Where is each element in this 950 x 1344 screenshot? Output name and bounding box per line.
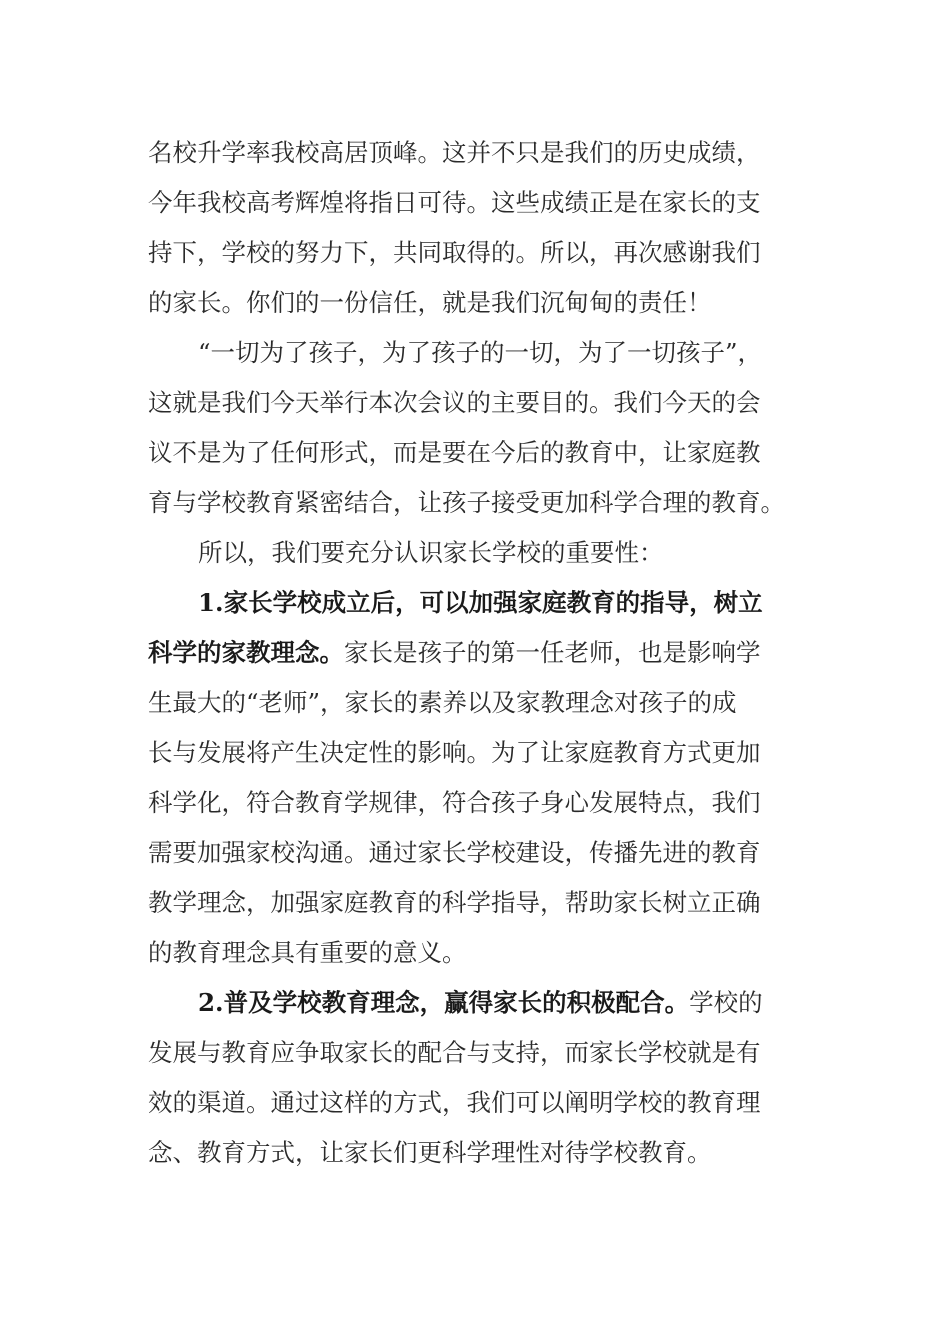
text-line [148, 928, 788, 978]
body-text: 家长是孩子的第一任老师，也是影响学 [344, 638, 761, 667]
bold-heading-text: 2.普及学校教育理念，赢得家长的积极配合。 [198, 988, 690, 1017]
body-text: 这就是我们今天举行本次会议的主要目的。我们今天的会 [148, 388, 761, 417]
body-text: 需要加强家校沟通。通过家长学校建设，传播先进的教育 [148, 838, 761, 867]
text-line [148, 1128, 788, 1178]
text-line [148, 728, 788, 778]
body-text: 效的渠道。通过这样的方式，我们可以阐明学校的教育理 [148, 1088, 761, 1117]
text-line [148, 678, 788, 728]
bold-heading-text: 科学的家教理念。 [148, 638, 344, 667]
text-line [148, 528, 788, 578]
text-line [148, 1078, 788, 1128]
body-text: 的教育理念具有重要的意义。 [148, 938, 467, 967]
text-line [148, 278, 788, 328]
text-line [148, 1028, 788, 1078]
text-line [148, 978, 788, 1028]
text-line [148, 478, 788, 528]
bold-heading-text: 1.家长学校成立后，可以加强家庭教育的指导，树立 [198, 588, 763, 617]
text-line [148, 328, 788, 378]
body-text: 的家长。你们的一份信任，就是我们沉甸甸的责任！ [148, 288, 712, 317]
body-text: “一切为了孩子，为了孩子的一切，为了一切孩子”， [198, 338, 763, 367]
text-line [148, 128, 788, 178]
text-line [148, 228, 788, 278]
body-text: 生最大的“老师”，家长的素养以及家教理念对孩子的成 [148, 688, 737, 717]
body-text: 长与发展将产生决定性的影响。为了让家庭教育方式更加 [148, 738, 761, 767]
text-line [148, 578, 788, 628]
text-line [148, 828, 788, 878]
body-text: 所以，我们要充分认识家长学校的重要性： [198, 538, 664, 567]
body-text: 教学理念，加强家庭教育的科学指导，帮助家长树立正确 [148, 888, 761, 917]
body-text: 议不是为了任何形式，而是要在今后的教育中，让家庭教 [148, 438, 761, 467]
text-line [148, 878, 788, 928]
body-text: 育与学校教育紧密结合，让孩子接受更加科学合理的教育。 [148, 488, 785, 517]
text-line [148, 628, 788, 678]
text-line [148, 378, 788, 428]
body-text: 科学化，符合教育学规律，符合孩子身心发展特点，我们 [148, 788, 761, 817]
text-line [148, 778, 788, 828]
text-line [148, 428, 788, 478]
body-text: 持下，学校的努力下，共同取得的。所以，再次感谢我们 [148, 238, 761, 267]
body-text: 今年我校高考辉煌将指日可待。这些成绩正是在家长的支 [148, 188, 761, 217]
body-text: 名校升学率我校高居顶峰。这并不只是我们的历史成绩， [148, 138, 761, 167]
body-text: 发展与教育应争取家长的配合与支持，而家长学校就是有 [148, 1038, 761, 1067]
text-line [148, 178, 788, 228]
body-text: 学校的 [689, 988, 763, 1017]
document-body [148, 128, 788, 1178]
body-text: 念、教育方式，让家长们更科学理性对待学校教育。 [148, 1138, 712, 1167]
